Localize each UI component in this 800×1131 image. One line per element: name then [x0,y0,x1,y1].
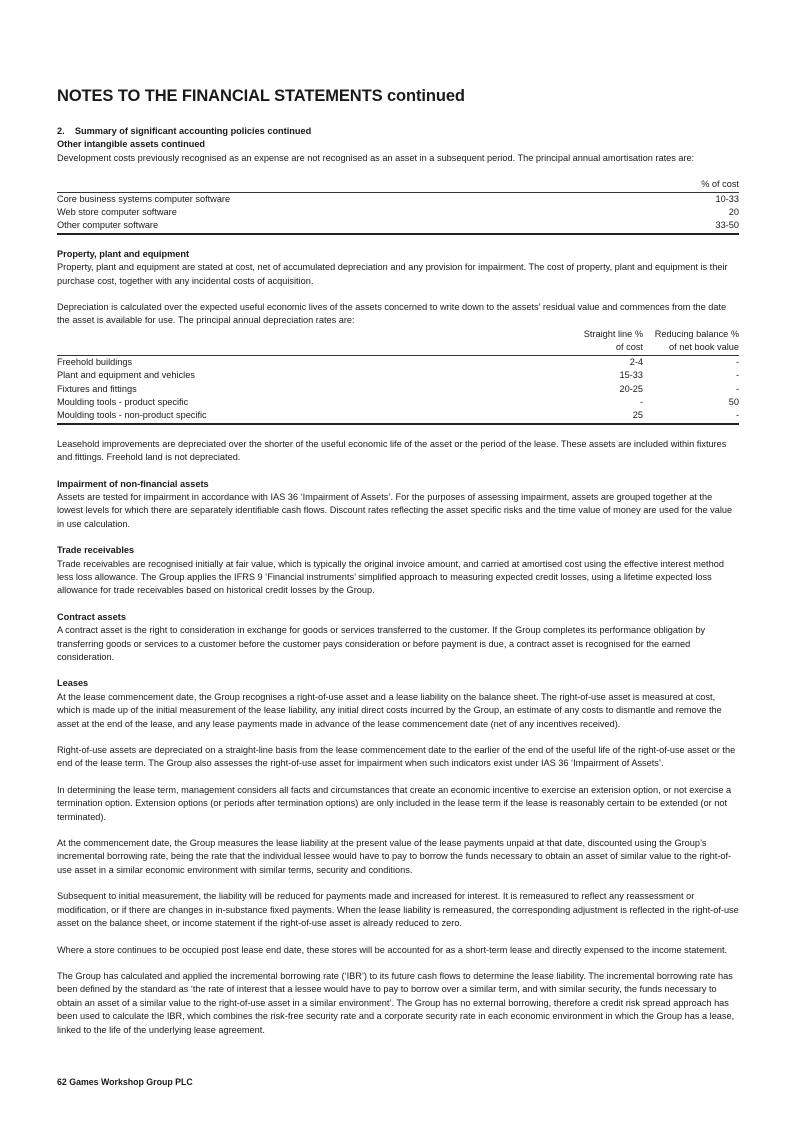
row-label: Fixtures and fittings [57,383,137,394]
table-header-label [57,178,617,192]
contract-assets-heading: Contract assets [57,611,126,622]
table-row [57,369,739,382]
note-intro: Development costs previously recognised as an expense are not recognised as an asset in a subsequent period. The principal annual amortisation rates are: [57,152,695,163]
page-footer: 62 Games Workshop Group PLC [57,1077,193,1087]
row-reducing: 50 [728,396,739,407]
row-straight: 20-25 [619,383,643,394]
leases-paragraph: Subsequent to initial measurement, the liability will be reduced for payments made and increased for interest. It is remeasured to reflect any reassessment or modification, or if there are changes in in-substance fixed payments. When the lease liability is remeasured, the corresponding adjustment is reflected in the right-of-use asset on the balance sheet, or income statement if the right-of-use asset is already reduced to zero. [57,891,739,929]
impairment-paragraph: Assets are tested for impairment in accordance with IAS 36 ‘Impairment of Assets’. For the purposes of assessing impairment, assets are grouped together at the lowest levels for which there are separately identifiable cash flows. Discount rates reflecting the asset specific risks and the time value of money are used for the value in use calculation. [57,491,733,529]
trade-receivables-heading: Trade receivables [57,545,135,556]
table-row [57,409,739,423]
header-straight-line-sub: of cost [533,341,643,355]
table-header-row [57,178,739,192]
header-reducing-balance: Reducing balance % [654,328,739,339]
row-reducing: - [643,409,739,423]
row-straight: 2-4 [629,356,643,367]
table-row [57,219,739,233]
table-row [57,192,739,206]
leases-paragraph: Where a store continues to be occupied post lease end date, these stores will be accounted for as a short-term lease and directly expensed to the income statement. [57,944,728,955]
ppe-depreciation-paragraph: Depreciation is calculated over the expected useful economic lives of the assets concerned to write down to the assets’ residual value and commences from the date the asset is available for use. The principal annual depreciation rates are: [57,302,727,326]
leases-paragraph: The Group has calculated and applied the incremental borrowing rate (‘IBR’) to its future cash flows to determine the lease liability. The incremental borrowing rate has been defined by the standard as ‘the rate of interest that a lessee would have to pay to borrow over a similar term, and with similar security, the funds necessary to obtain an asset of a similar value to the right-of-use asset in a similar environment’. The Group has no external borrowing, therefore a credit risk spread approach has been used to calculate the IBR, which combines the risk-free security rate and a corporate security rate in each economic environment in which the Group has a lease, linked to the life of the underlying lease agreement. [57,970,735,1035]
row-reducing: - [735,383,739,394]
contract-assets-paragraph: A contract asset is the right to consideration in exchange for goods or services transferred to the customer. If the Group completes its performance obligation by transferring goods or services to a customer before the customer pays consideration or before payment is due, a contract asset is recognised for the earned consideration. [57,625,706,662]
header-straight-line: Straight line % [583,328,643,339]
table-row [57,396,739,409]
note-sub-heading: Other intangible assets continued [57,139,206,150]
table-header-row [57,328,739,341]
leases-paragraph: At the commencement date, the Group measures the lease liability at the present value of the lease payments unpaid at that date, discounted using the Group’s incremental borrowing rate, being the rate that the individual lessee would have to pay to borrow the funds necessary to obtain an asset of similar value to the right-of-use asset in a similar economic environment with similar terms, security and conditions. [57,838,732,875]
table-row [57,355,739,369]
ppe-heading: Property, plant and equipment [57,248,190,259]
depreciation-table [57,328,739,425]
row-label: Web store computer software [57,207,177,218]
row-value: 10-33 [715,193,739,204]
leases-paragraph: Right-of-use assets are depreciated on a straight-line basis from the lease commencement date to the earlier of the end of the useful life of the right-of-use asset or the end of the lease term. The Group also assesses the right-of-use asset for impairment when such indicators exist under IAS 36 ‘Impairment of Assets’. [57,745,736,769]
table-header-label [57,328,533,341]
page-content [57,86,739,1037]
ppe-paragraph: Property, plant and equipment are stated at cost, net of accumulated depreciation and any provision for impairment. The cost of property, plant and equipment is their purchase cost, together with any incidental costs of acquisition. [57,262,728,286]
row-label: Moulding tools - product specific [57,396,189,407]
header-reducing-balance-sub: of net book value [643,341,739,355]
row-value: 20 [728,207,739,218]
note-heading: 2. Summary of significant accounting policies continued [57,126,312,136]
trade-receivables-paragraph: Trade receivables are recognised initially at fair value, which is typically the original invoice amount, and carried at amortised cost using the effective interest method less loss allowance. The Group applies the IFRS 9 ‘Financial instruments’ simplified approach to measuring expected credit losses, using a lifetime expected loss allowance for trade receivables based on historical credit losses by the Group. [57,558,724,596]
row-reducing: - [735,370,739,381]
table-header-cost: % of cost [617,178,739,192]
row-straight: 25 [533,409,643,423]
row-value: 33-50 [617,219,739,233]
row-straight: - [639,396,643,407]
row-label: Other computer software [57,219,617,233]
leases-heading: Leases [57,678,89,689]
table-row [57,383,739,396]
row-label: Moulding tools - non-product specific [57,409,533,423]
page-title: NOTES TO THE FINANCIAL STATEMENTS continued [57,87,465,105]
impairment-heading: Impairment of non-financial assets [57,478,209,489]
leases-paragraph: At the lease commencement date, the Group recognises a right-of-use asset and a lease liability on the balance sheet. The right-of-use asset is measured at cost, which is made up of the initial measurement of the lease liability, any initial direct costs incurred by the Group, an estimate of any costs to dismantle and remove the asset at the end of the lease, and any lease payments made in advance of the lease commencement date (net of any incentives received). [57,691,722,729]
amortisation-table [57,178,739,235]
table-header-label [57,341,533,355]
table-row [57,206,739,219]
leasehold-paragraph: Leasehold improvements are depreciated over the shorter of the useful economic life of the asset or the period of the lease. These assets are included within fixtures and fittings. Freehold land is not depreciated. [57,438,727,463]
leases-paragraph: In determining the lease term, management considers all facts and circumstances that create an economic incentive to exercise an extension option, or not exercise a termination option. Extension options (or periods after termination options) are only included in the lease term if the lease is reasonably certain to be extended (or not terminated). [57,784,732,822]
row-label: Freehold buildings [57,356,133,367]
row-label: Core business systems computer software [57,193,231,204]
row-straight: 15-33 [619,370,643,381]
table-header-row [57,341,739,355]
row-reducing: - [735,356,739,367]
row-label: Plant and equipment and vehicles [57,370,195,381]
